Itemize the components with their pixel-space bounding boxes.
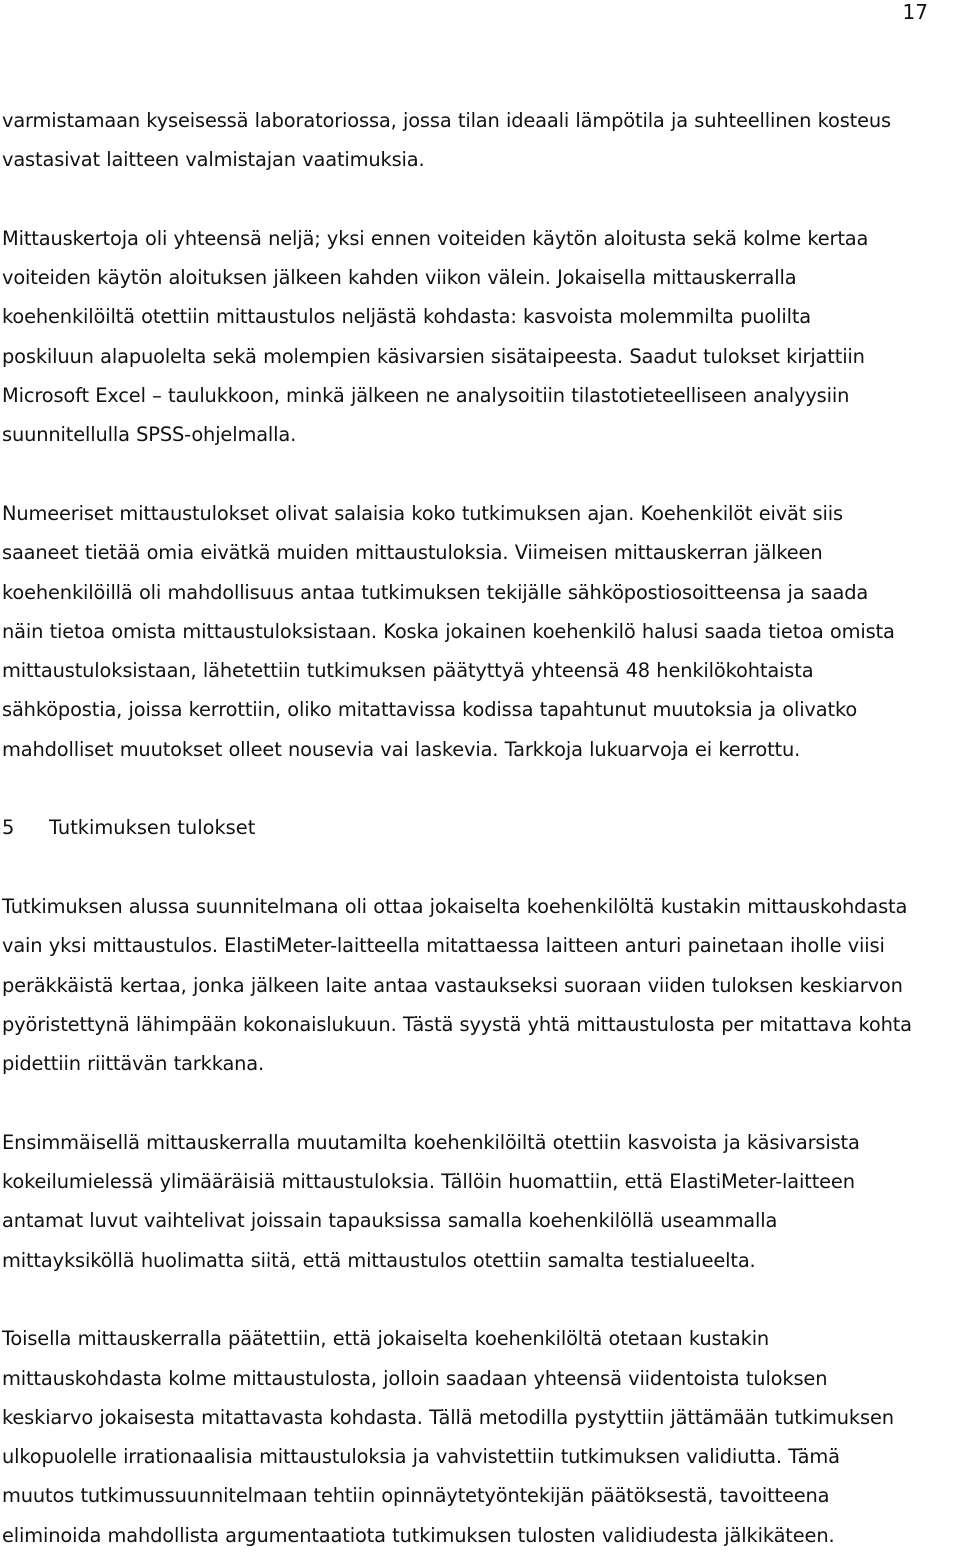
text-line: mittaustuloksistaan, lähetettiin tutkimuksen päätyttyä yhteensä 48 henkilökohtaista [2,659,814,683]
text-line: ulkopuolelle irrationaalisia mittaustuloksia ja vahvistettiin tutkimuksen validiutta. Tämä [2,1445,840,1469]
text-line: pyöristettynä lähimpään kokonaislukuun. Tästä syystä yhtä mittaustulosta per mitattava kohta [2,1012,912,1036]
paragraph-4 [2,887,952,1083]
text-line: saaneet tietää omia eivätkä muiden mittaustuloksia. Viimeisen mittauskerran jälkeen [2,541,823,565]
section-heading [2,808,952,847]
text-line: vain yksi mittaustulos. ElastiMeter-laitteella mitattaessa laitteen anturi painetaan iholle viisi [2,934,885,958]
text-line: eliminoida mahdollista argumentaatiota tutkimuksen tulosten validiudesta jälkikäteen. [2,1523,835,1547]
text-line: poskiluun alapuolelta sekä molempien käsivarsien sisätaipeesta. Saadut tulokset kirjattiin [2,344,865,368]
text-line: koehenkilöillä oli mahdollisuus antaa tutkimuksen tekijälle sähköpostiosoitteensa ja saada [2,580,869,604]
text-line: kokeilumielessä ylimääräisiä mittaustuloksia. Tällöin huomattiin, että ElastiMeter-laitteen [2,1170,855,1194]
text-line: sähköpostia, joissa kerrottiin, oliko mitattavissa kodissa tapahtunut muutoksia ja olivatko [2,698,858,722]
text-line: koehenkilöiltä otettiin mittaustulos neljästä kohdasta: kasvoista molemmilta puolilta [2,305,812,329]
text-line: Numeeriset mittaustulokset olivat salaisia koko tutkimuksen ajan. Koehenkilöt eivät siis [2,501,843,525]
paragraph-3 [2,494,952,769]
text-line: varmistamaan kyseisessä laboratoriossa, jossa tilan ideaali lämpötila ja suhteellinen kosteus [2,109,891,132]
text-line: mittayksiköllä huolimatta siitä, että mittaustulos otettiin samalta testialueelta. [2,1248,756,1272]
text-line: keskiarvo jokaisesta mitattavasta kohdasta. Tällä metodilla pystyttiin jättämään tutkimuksen [2,1405,894,1429]
paragraph-6 [2,1319,952,1555]
text-line: pidettiin riittävän tarkkana. [2,1052,265,1076]
paragraph-1 [2,101,952,180]
text-line: peräkkäistä kertaa, jonka jälkeen laite antaa vastaukseksi suoraan viiden tuloksen keskiarvon [2,973,903,997]
paragraph-2 [2,219,952,455]
text-line: antamat luvut vaihtelivat joissain tapauksissa samalla koehenkilöllä useammalla [2,1209,778,1233]
page-number: 17 [902,0,928,24]
text-line: voiteiden käytön aloituksen jälkeen kahden viikon välein. Jokaisella mittauskerralla [2,266,797,290]
text-line: suunnitellulla SPSS-ohjelmalla. [2,423,297,447]
document-body [2,101,952,1555]
text-line: vastasivat laitteen valmistajan vaatimuksia. [2,148,425,172]
text-line: mittauskohdasta kolme mittaustulosta, jolloin saadaan yhteensä viidentoista tuloksen [2,1366,828,1390]
section-number: 5 [2,816,15,840]
text-line: mahdolliset muutokset olleet nousevia vai laskevia. Tarkkoja lukuarvoja ei kerrottu. [2,737,801,761]
text-line: Mittauskertoja oli yhteensä neljä; yksi ennen voiteiden käytön aloitusta sekä kolme kertaa [2,226,869,250]
text-line: Ensimmäisellä mittauskerralla muutamilta koehenkilöiltä otettiin kasvoista ja käsivarsista [2,1130,860,1154]
text-line: Microsoft Excel – taulukkoon, minkä jälkeen ne analysoitiin tilastotieteelliseen analyysiin [2,384,850,408]
text-line: Tutkimuksen alussa suunnitelmana oli ottaa jokaiselta koehenkilöltä kustakin mittauskohdasta [2,894,908,918]
text-line: muutos tutkimussuunnitelmaan tehtiin opinnäytetyöntekijän päätöksestä, tavoitteena [2,1484,830,1508]
section-title: Tutkimuksen tulokset [49,816,256,840]
text-line: näin tietoa omista mittaustuloksistaan. Koska jokainen koehenkilö halusi saada tietoa omista [2,619,895,643]
text-line: Toisella mittauskerralla päätettiin, että jokaiselta koehenkilöltä otetaan kustakin [2,1327,770,1351]
paragraph-5 [2,1123,952,1280]
